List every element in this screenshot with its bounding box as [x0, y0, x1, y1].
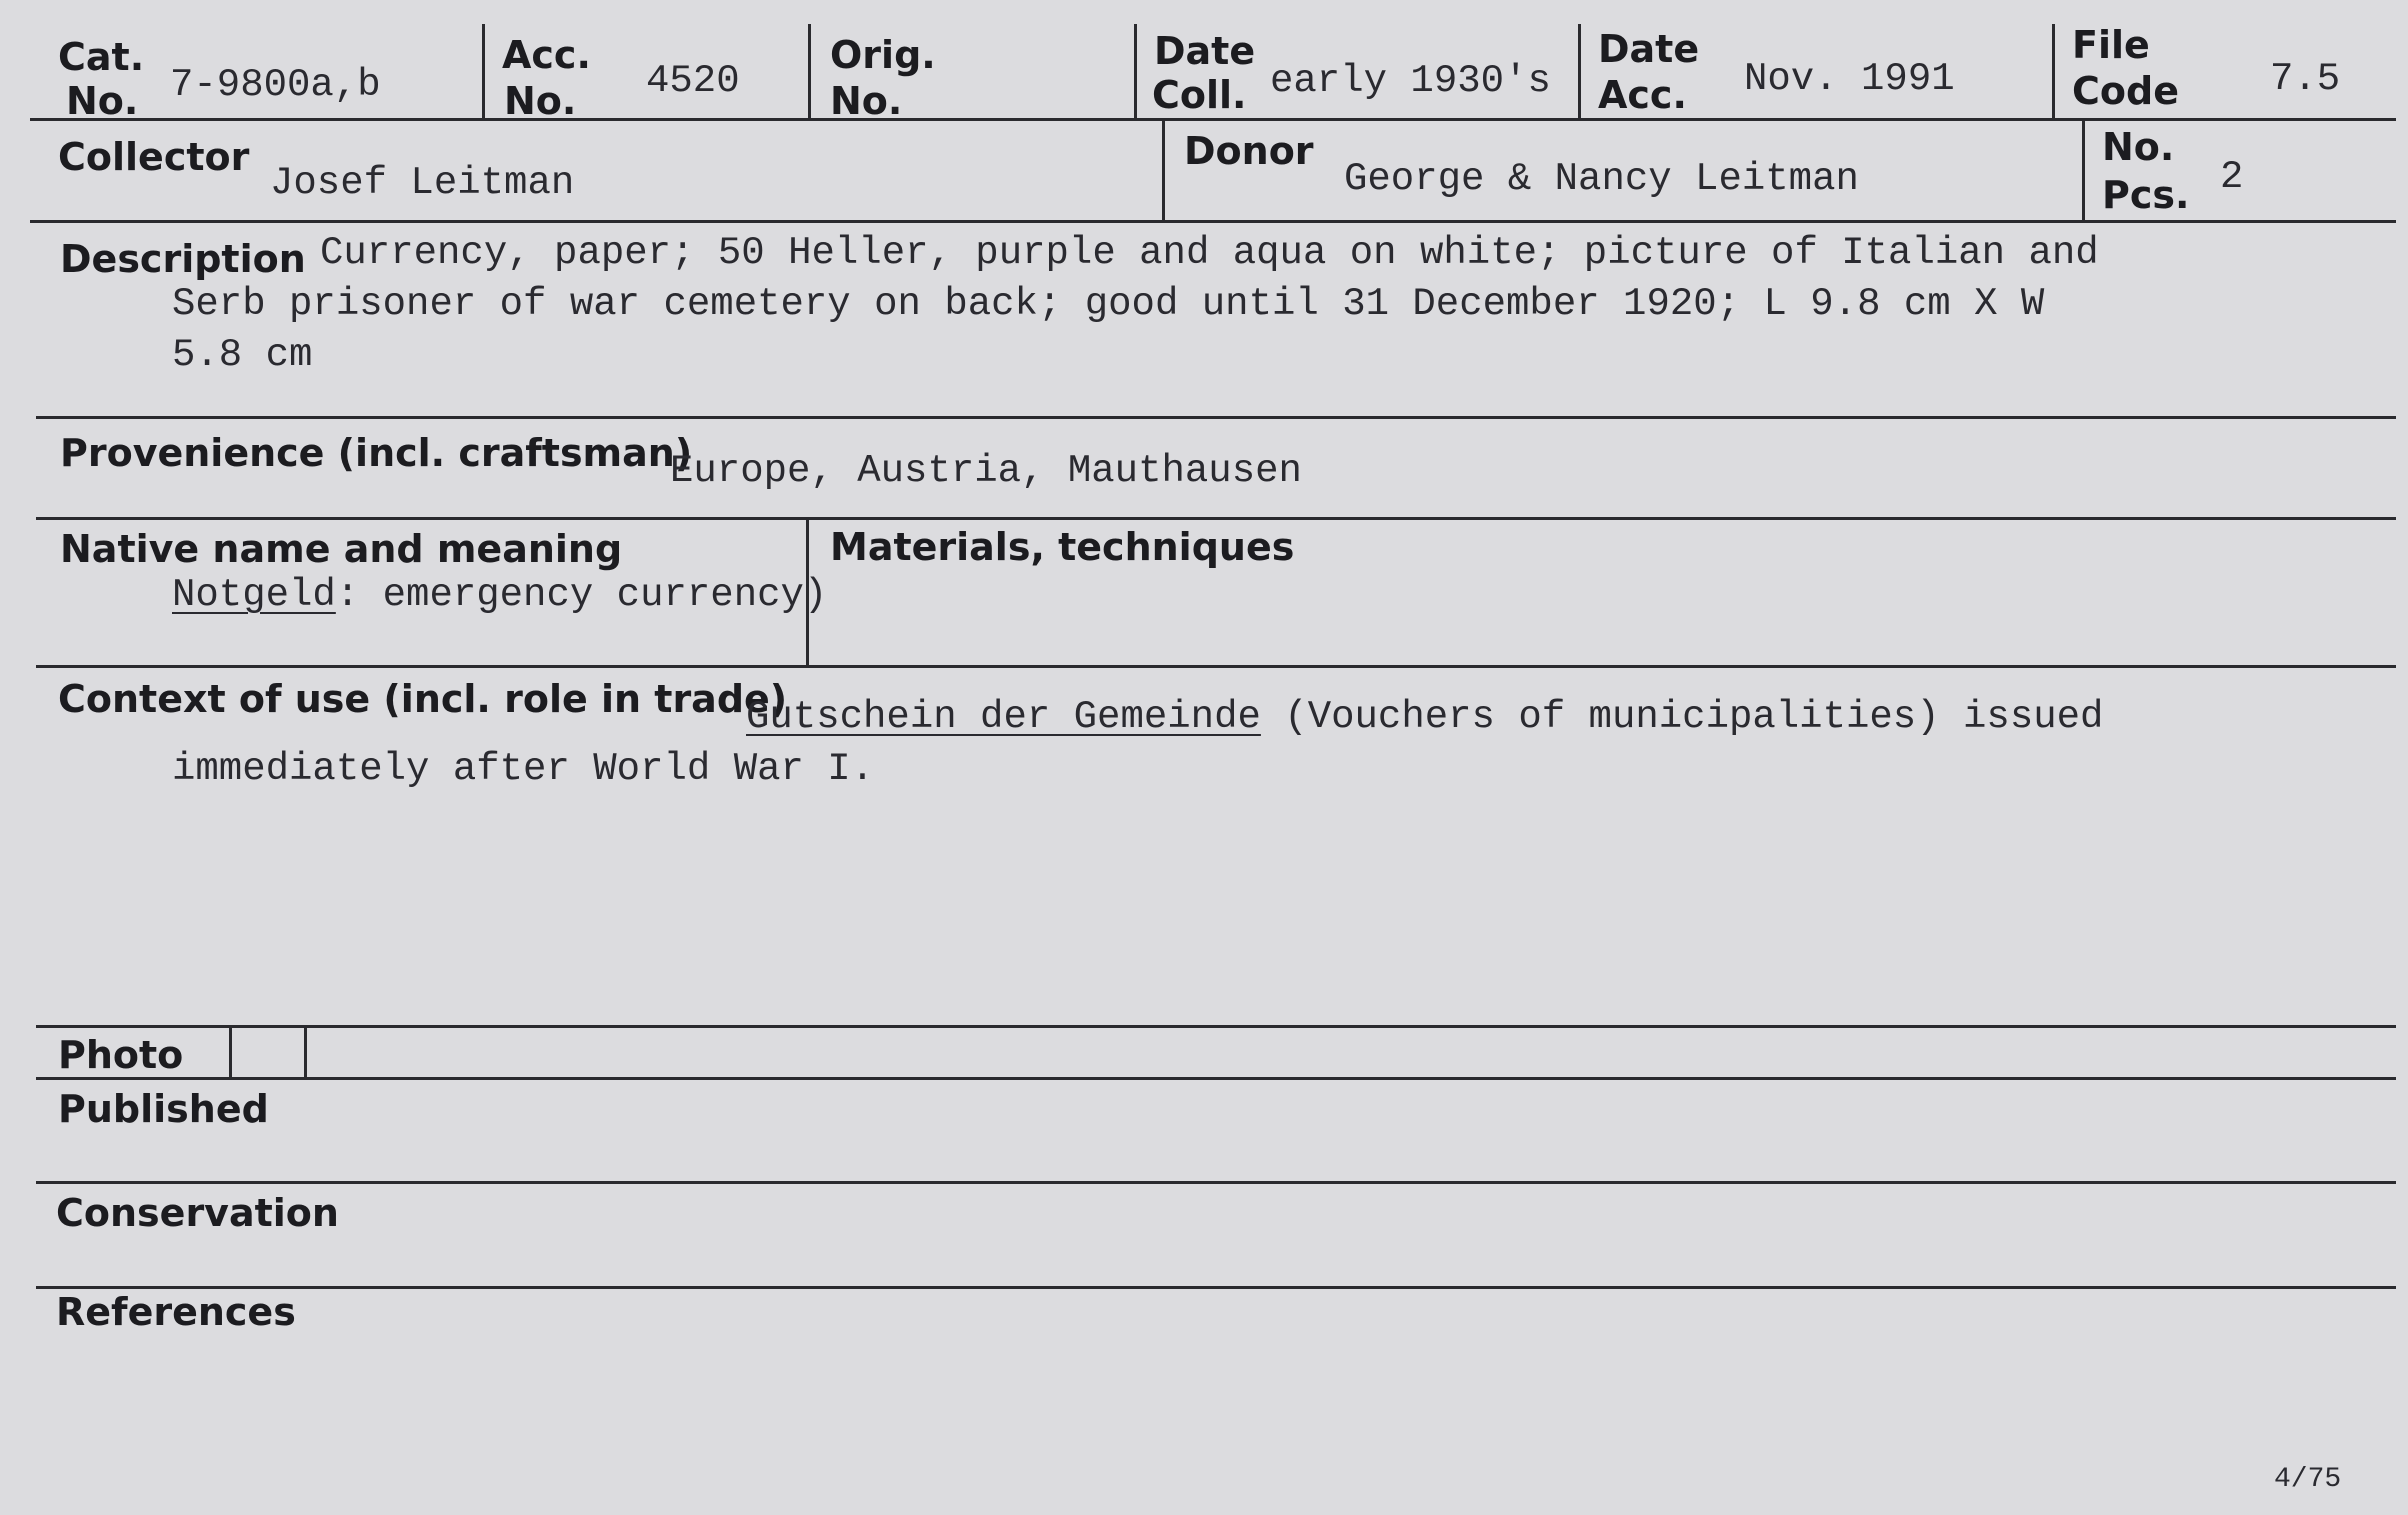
- datecoll-label-top: Date: [1154, 29, 1256, 73]
- dateacc-label-top: Date: [1598, 27, 1700, 71]
- conservation-label: Conservation: [56, 1191, 339, 1235]
- rule-photo: [36, 1077, 2396, 1080]
- file-label-bottom: Code: [2072, 69, 2179, 113]
- acc-no-value: 4520: [646, 59, 740, 103]
- provenience-value: Europe, Austria, Mauthausen: [670, 449, 1302, 493]
- pcs-label-bottom: Pcs.: [2102, 173, 2190, 217]
- rule-native: [36, 665, 2396, 668]
- rule-published: [36, 1181, 2396, 1184]
- photo-box-right: [304, 1027, 307, 1079]
- divider-dateacc: [2052, 24, 2055, 120]
- description-line-2: Serb prisoner of war cemetery on back; good until 31 December 1920; L 9.8 cm X W: [172, 282, 2045, 326]
- cat-no-value: 7-9800a,b: [170, 63, 381, 107]
- provenience-label: Provenience (incl. craftsman): [60, 431, 693, 475]
- context-line-2: immediately after World War I.: [172, 747, 875, 791]
- native-term: Notgeld: [172, 573, 336, 617]
- references-label: References: [56, 1290, 296, 1334]
- file-code-value: 7.5: [2270, 57, 2341, 101]
- donor-label: Donor: [1184, 129, 1314, 173]
- file-label-top: File: [2072, 23, 2150, 67]
- native-meaning: : emergency currency): [335, 573, 828, 617]
- collector-value: Josef Leitman: [270, 161, 575, 205]
- description-line-3: 5.8 cm: [172, 333, 313, 377]
- corner-mark: 4/75: [2274, 1464, 2342, 1495]
- context-term: Gutschein der Gemeinde: [746, 695, 1261, 739]
- rule-row2: [30, 220, 2396, 223]
- photo-label: Photo: [58, 1033, 184, 1077]
- orig-label-bottom: No.: [830, 79, 903, 123]
- native-name-value: [172, 573, 828, 617]
- published-label: Published: [58, 1087, 269, 1131]
- description-line-1: Currency, paper; 50 Heller, purple and aqua on white; picture of Italian and: [320, 231, 2099, 275]
- orig-label-top: Orig.: [830, 33, 936, 77]
- photo-box-left: [229, 1027, 232, 1079]
- context-line-1-rest: (Vouchers of municipalities) issued: [1260, 695, 2104, 739]
- no-pcs-value: 2: [2220, 155, 2244, 199]
- rule-top: [30, 118, 2396, 121]
- divider-orig: [1134, 24, 1137, 120]
- acc-label-top: Acc.: [502, 33, 591, 77]
- date-acc-value: Nov. 1991: [1744, 57, 1955, 101]
- divider-acc: [808, 24, 811, 120]
- rule-context: [36, 1025, 2396, 1028]
- description-label: Description: [60, 237, 306, 281]
- pcs-label-top: No.: [2102, 125, 2175, 169]
- datecoll-label-bottom: Coll.: [1152, 73, 1247, 117]
- divider-donor: [2082, 120, 2085, 222]
- rule-conservation: [36, 1286, 2396, 1289]
- materials-label: Materials, techniques: [830, 525, 1295, 569]
- context-label: Context of use (incl. role in trade): [58, 677, 788, 721]
- native-name-label: Native name and meaning: [60, 527, 623, 571]
- divider-cat: [482, 24, 485, 120]
- divider-datecoll: [1578, 24, 1581, 120]
- acc-label-bottom: No.: [504, 79, 577, 123]
- collector-label: Collector: [58, 135, 250, 179]
- rule-description: [36, 416, 2396, 419]
- context-line-1: [746, 695, 2104, 739]
- rule-provenience: [36, 517, 2396, 520]
- cat-label-bottom: No.: [66, 79, 139, 123]
- dateacc-label-bottom: Acc.: [1598, 73, 1687, 117]
- divider-collector: [1162, 120, 1165, 222]
- date-coll-value: early 1930's: [1270, 59, 1551, 103]
- cat-label-top: Cat.: [58, 35, 145, 79]
- donor-value: George & Nancy Leitman: [1344, 157, 1859, 201]
